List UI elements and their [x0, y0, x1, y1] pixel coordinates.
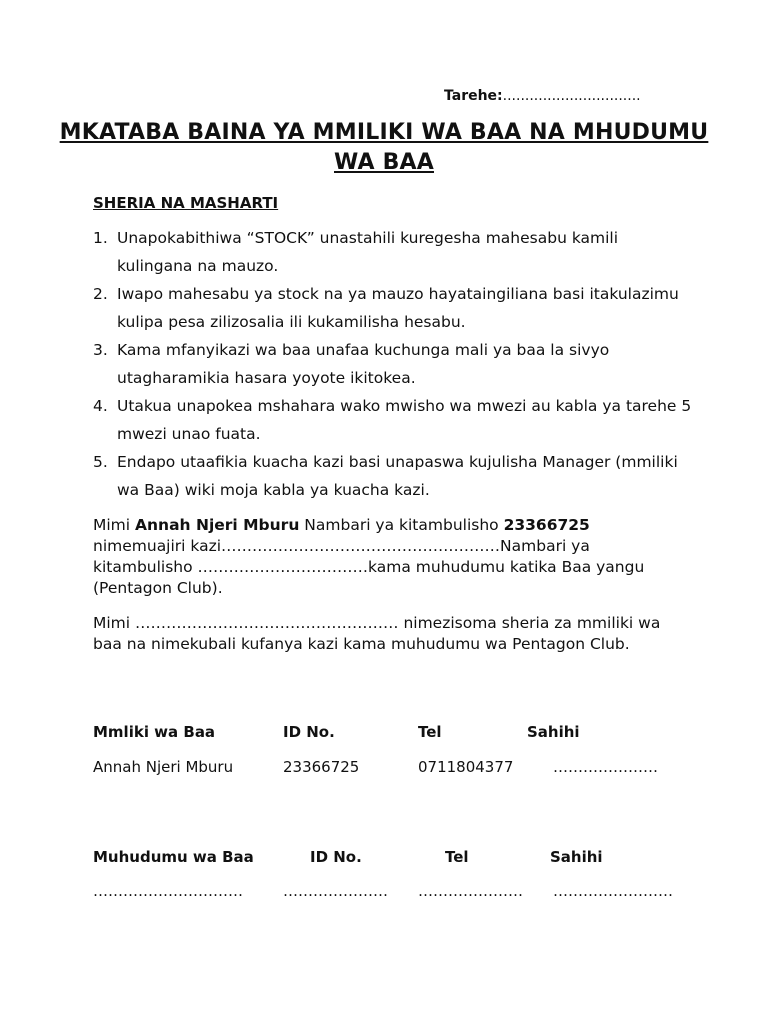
date-blank: ...............................	[502, 88, 641, 104]
owner-table-row	[0, 758, 768, 780]
acceptance-statement: Mimi …………………………………………… nimezisoma sheria za mmiliki wa baa na nimekubali kufanya kazi kama muhudumu wa Pentagon Club.	[93, 614, 661, 653]
document-title: MKATABA BAINA YA MMILIKI WA BAA NA MHUDUMU WA BAA	[59, 120, 709, 175]
date-label: Tarehe:	[444, 88, 503, 104]
worker-tel-blank: …………………	[418, 882, 523, 900]
owner-id-number: 23366725	[503, 516, 590, 534]
employment-statement	[93, 515, 673, 599]
worker-id-blank: …………………	[283, 882, 388, 900]
statement-text: nimemuajiri kazi………………………………………………Nambari ya kitambulisho ……………………………kama muhudumu katika Baa yangu (Pentagon Club).	[93, 537, 645, 597]
id-col-header: ID No.	[310, 848, 362, 866]
rule-text: Utakua unapokea mshahara wako mwisho wa mwezi au kabla ya tarehe 5 mwezi unao fuata.	[117, 397, 692, 443]
rule-number: 2.	[93, 285, 108, 303]
worker-name-blank: …………………………	[93, 882, 243, 900]
rule-number: 4.	[93, 397, 108, 415]
statement-text: Nambari ya kitambulisho	[299, 516, 504, 534]
tel-col-header: Tel	[445, 848, 469, 866]
rule-number: 5.	[93, 453, 108, 471]
owner-tel-cell: 0711804377	[418, 758, 514, 776]
rule-text: Kama mfanyikazi wa baa unafaa kuchunga mali ya baa la sivyo utagharamikia hasara yoyote ikitokea.	[117, 341, 610, 387]
rule-text: Endapo utaafikia kuacha kazi basi unapaswa kujulisha Manager (mmiliki wa Baa) wiki moja kabla ya kuacha kazi.	[117, 453, 678, 499]
rules-list	[93, 224, 693, 504]
statement-text: Mimi	[93, 516, 136, 534]
rule-text: Iwapo mahesabu ya stock na ya mauzo hayataingiliana basi itakulazimu kulipa pesa zilizosalia ili kukamilisha hesabu.	[117, 285, 679, 331]
owner-id-cell: 23366725	[283, 758, 360, 776]
id-col-header: ID No.	[283, 723, 335, 741]
date-line	[444, 88, 641, 104]
rule-number: 3.	[93, 341, 108, 359]
worker-signature-blank: ……………………	[553, 882, 673, 900]
rule-item	[93, 392, 693, 448]
rule-item	[93, 448, 693, 504]
rule-text: Unapokabithiwa “STOCK” unastahili kuregesha mahesabu kamili kulingana na mauzo.	[117, 229, 619, 275]
owner-name-cell: Annah Njeri Mburu	[93, 758, 234, 776]
worker-col-header: Muhudumu wa Baa	[93, 848, 254, 866]
owner-table-header	[0, 723, 768, 745]
owner-signature-blank: …………………	[553, 758, 658, 776]
tel-col-header: Tel	[418, 723, 442, 741]
owner-name: Annah Njeri Mburu	[135, 516, 300, 534]
worker-table-header	[0, 848, 768, 870]
signature-col-header: Sahihi	[550, 848, 603, 866]
section-heading: SHERIA NA MASHARTI	[93, 194, 279, 212]
rule-item	[93, 336, 693, 392]
owner-col-header: Mmliki wa Baa	[93, 723, 216, 741]
rule-item	[93, 280, 693, 336]
rule-number: 1.	[93, 229, 108, 247]
worker-table-row	[0, 882, 768, 904]
signature-col-header: Sahihi	[527, 723, 580, 741]
rule-item	[93, 224, 693, 280]
